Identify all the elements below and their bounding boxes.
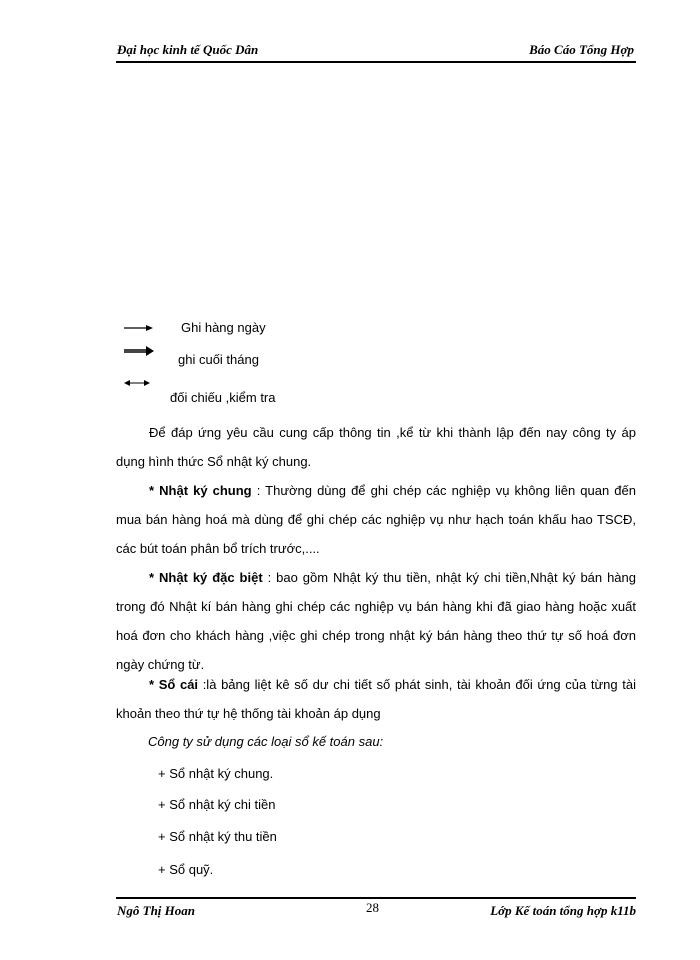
section-text: :là bảng liệt kê số dư chi tiết số phát sinh, tài khoản đối ứng của từng tài khoản theo thứ tự hệ thống tài khoản áp dụng [116,677,636,721]
section-term: * Sổ cái [149,677,199,692]
page-number: 28 [366,900,379,915]
book-item: + Sổ nhật ký thu tiền [158,829,277,844]
header-right: Báo Cáo Tổng Hợp [529,42,634,57]
section-nhat-ky-dac-biet [116,563,636,679]
section-nhat-ky-chung [116,476,636,563]
legend-row-check [124,372,150,394]
footer-author: Ngô Thị Hoan [117,903,196,918]
header-left: Đại học kinh tế Quốc Dân [117,42,259,57]
intro-text: Để đáp ứng yêu cầu cung cấp thông tin ,kể từ khi thành lập đến nay công ty áp dụng hình thức Sổ nhật ký chung. [116,425,636,469]
section-so-cai [116,670,636,728]
section-text: : Thường dùng để ghi chép các nghiệp vụ không liên quan đến mua bán hàng hoá mà dùng để ghi chép các nghiệp vụ như hạch toán khấu hao TSCĐ, các bút toán phân bổ trích trước,.... [116,483,636,556]
legend-label-daily: Ghi hàng ngày [181,320,266,335]
books-intro: Công ty sử dụng các loại sổ kế toán sau: [148,734,384,749]
footer-class: Lớp Kế toán tổng hợp k11b [490,903,636,918]
legend-label-monthly: ghi cuối tháng [178,352,259,367]
book-item: + Sổ nhật ký chung. [158,766,274,781]
legend-row-monthly [124,340,154,362]
section-text: : bao gồm Nhật ký thu tiền, nhật ký chi tiền,Nhật ký bán hàng trong đó Nhật kí bán hàng ghi chép các nghiệp vụ bán hàng khi đã giao hàng hoặc xuất hoá đơn cho khách hàng ,việc ghi chép trong nhật ký bán hàng theo thứ tự số hoá đơn ngày chứng từ. [116,570,636,672]
section-term: * Nhật ký chung [149,483,252,498]
section-term: * Nhật ký đặc biệt [149,570,263,585]
legend-label-check: đối chiếu ,kiểm tra [170,390,276,405]
legend-row-daily [124,317,154,339]
book-item: + Sổ quỹ. [158,862,214,877]
header-rule [116,61,636,63]
intro-paragraph [116,418,636,476]
book-item: + Sổ nhật ký chi tiền [158,797,276,812]
double-arrow-right-icon [124,346,154,356]
footer-rule [116,897,636,899]
arrow-right-icon [124,323,154,333]
double-headed-arrow-icon [124,378,150,388]
